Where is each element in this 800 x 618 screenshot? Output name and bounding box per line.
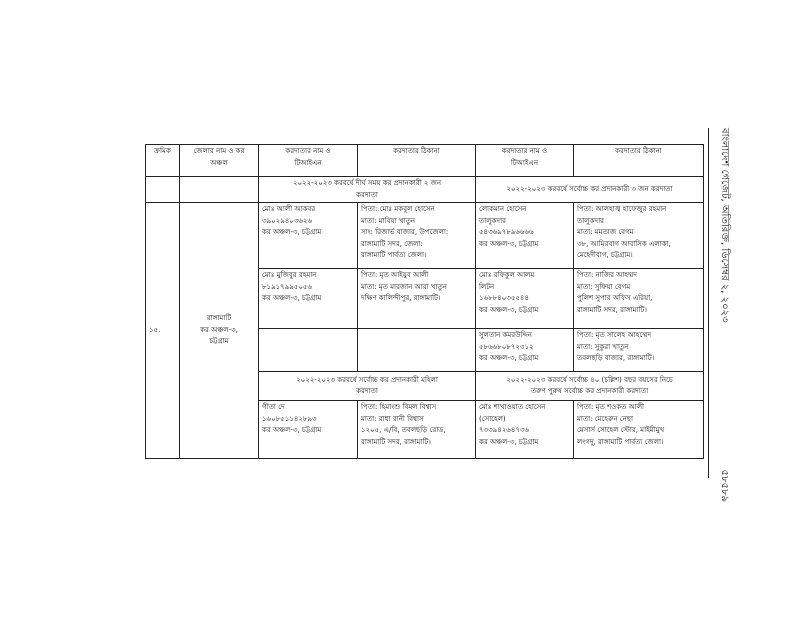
taxpayer-table	[145, 144, 704, 459]
gazette-title: বাংলাদেশ গেজেট, অতিরিক্ত, ডিসেম্বর ২, ২০২৩	[719, 128, 730, 323]
header-name-1: করদাতার নাম ও টিআইএন	[259, 145, 358, 177]
name-cell: মোঃ মুজিবুর রহমান ৮১৯১৭৯৯৫০৫৬ কর অঞ্চল-৩, চট্টগ্রাম	[259, 269, 358, 329]
category-long-time: ২০২২-২০২৩ করবর্ষে দীর্ঘ সময় কর প্রদানকারী ২ জন করদাতা	[259, 177, 476, 203]
name-cell: লোকমান হোসেন তালুকদার ৫৪৩৬৯৭৮৯৬৬৬৬ কর অঞ্চল-৩, চট্টগ্রাম	[476, 203, 574, 269]
address-cell: পিতা: মৃত সালেহ আহম্মেদ মাতা: সুকুরা খাতুন তবলছড়ি বাজার, রাঙ্গামাটি।	[574, 329, 704, 372]
category-row-1	[146, 177, 704, 203]
address-cell: পিতা: হিমাংশু বিমল বিশ্বাস মাতা: রাধা রানী বিশ্বাস ১২০৫, এ/বি, তবলছড়ি রোড, রাঙ্গামাটি সদর, রাঙ্গামাটি।	[358, 401, 476, 459]
address-cell: পিতা: মৃত আইয়ুব আলী মাতা: মৃত মারজান আরা খাতুন দক্ষিণ কালিন্দীপুর, রাঙ্গামাটি।	[358, 269, 476, 329]
serial-cell: ১৫.	[146, 203, 180, 459]
header-address-2: করদাতার ঠিকানা	[574, 145, 704, 177]
address-cell: পিতা: মোঃ মকবুল হোসেন মাতা: মাবিয়া খাতুন সাং: রিজার্ভ বাজার, উপজেলা: রাঙ্গামাটি সদর, জেলা: রাঙ্গামাটি পার্বত্য জেলা।	[358, 203, 476, 269]
category-highest: ২০২২-২০২৩ করবর্ষে সর্বোচ্চ কর প্রদানকারী ৩ জন করদাতা	[476, 177, 704, 203]
district-cell: রাঙ্গামাটি কর অঞ্চল-৩, চট্টগ্রাম	[180, 203, 259, 459]
header-row	[146, 145, 704, 177]
table-row	[146, 203, 704, 269]
category-young-male: ২০২২-২০২৩ করবর্ষে সর্বোচ্চ ৪০ (চল্লিশ) বছর বয়সের নিচে তরুণ পুরুষ সর্বোচ্চ কর প্রদানকারী করদাতা	[476, 372, 704, 401]
name-cell: সুলতান কমরউদ্দিন ৫৮৬৬৮০৮৭২৩১২ কর অঞ্চল-৩, চট্টগ্রাম	[476, 329, 574, 372]
address-cell-empty	[358, 329, 476, 372]
side-header	[710, 128, 750, 502]
header-name-2: করদাতার নাম ও টিআইএন	[476, 145, 574, 177]
address-cell: পিতা: আলহাজ্ব হাফেজুর রহমান তালুকদার মাতা: মমতাজ বেগম ৩৮, আমিরবাগ আবাসিক এলাকা, মেহেদীবাগ, চট্টগ্রাম।	[574, 203, 704, 269]
header-district: জেলার নাম ও কর অঞ্চল	[180, 145, 259, 177]
side-rule	[708, 128, 709, 478]
name-cell-empty	[259, 329, 358, 372]
name-cell: মোঃ শাখাওয়াত হোসেন (সোহেল) ৭৩৩৯৪২৬৪৭৩৬ কর অঞ্চল-৩, চট্টগ্রাম	[476, 401, 574, 459]
page-number: ৫৮৫৮৯	[719, 469, 730, 502]
category-female: ২০২২-২০২৩ করবর্ষে সর্বোচ্চ কর প্রদানকারী মহিলা করদাতা	[259, 372, 476, 401]
address-cell: পিতা: মৃত শওকত আলী মাতা: মেহেরুন নেছা মেসার্স সোহেল স্টোর, মাইমীমুখ লংগদু, রাঙ্গামাটি পার্বত্য জেলা।	[574, 401, 704, 459]
name-cell: মোঃ রফিকুল আলম লিটন ১৬৮৮৪০৩৫৫৪৪ কর অঞ্চল-৩, চট্টগ্রাম	[476, 269, 574, 329]
address-cell: পিতা: নাজির আহম্মদ মাতা: সুফিয়া বেগম পুলিশ সুপার অফিস এরিয়া, রাঙ্গামাটি সদর, রাঙ্গামাটি।	[574, 269, 704, 329]
name-cell: মোঃ আলী আকবর ৩৯০২৯৪০৩৬২৬ কর অঞ্চল-৩, চট্টগ্রাম	[259, 203, 358, 269]
header-address-1: করদাতার ঠিকানা	[358, 145, 476, 177]
header-serial: ক্রমিক	[146, 145, 180, 177]
name-cell: গীতা দে ১৬০৮৫১১৪২৮৯৩ কর অঞ্চল-৩, চট্টগ্রাম	[259, 401, 358, 459]
side-header-text	[715, 128, 732, 502]
